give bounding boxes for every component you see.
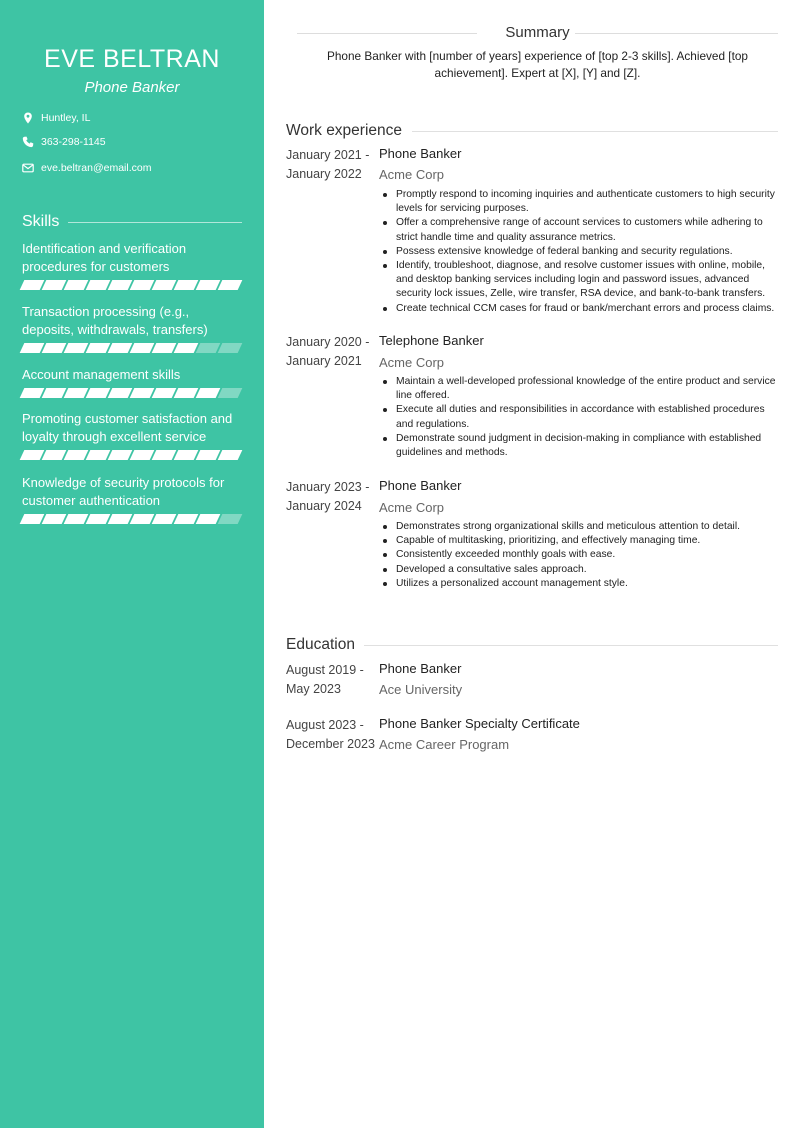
skills-divider (68, 222, 242, 223)
skill-level-bar (22, 343, 244, 353)
skill-segment-filled (130, 280, 155, 290)
bullet-item: Utilizes a personalized account management style. (379, 577, 779, 591)
skill-segment-filled (196, 514, 221, 524)
work-experience-rule (412, 131, 778, 132)
skill-segment-filled (196, 450, 221, 460)
contact-email[interactable] (22, 162, 151, 174)
bullet-item: Demonstrates strong organizational skills and meticulous attention to detail. (379, 520, 779, 534)
skill-segment-filled (42, 450, 67, 460)
skill-segment-filled (130, 388, 155, 398)
skill-name: Knowledge of security protocols for customer authentication (22, 475, 225, 508)
skills-heading: Skills (22, 213, 60, 230)
skill-level-bar (22, 514, 244, 524)
date-start: August 2019 - (286, 663, 364, 677)
education-entry (286, 716, 778, 758)
phone-icon (22, 136, 34, 148)
skill-segment-filled (20, 450, 45, 460)
job-bullets (379, 188, 779, 316)
skill-segment-filled (152, 343, 177, 353)
candidate-role: Phone Banker (84, 79, 180, 96)
entry-dates (286, 478, 378, 515)
skill-item (22, 240, 244, 290)
skill-segment-filled (174, 388, 199, 398)
date-start: August 2023 - (286, 718, 364, 732)
skill-segment-filled (152, 450, 177, 460)
date-start: January 2023 - (286, 480, 370, 494)
skill-segment-filled (130, 343, 155, 353)
skill-segment-filled (64, 450, 89, 460)
work-entry (286, 478, 778, 598)
skill-segment-filled (64, 343, 89, 353)
email-text[interactable]: eve.beltran@email.com (41, 162, 152, 174)
skill-segment-filled (42, 280, 67, 290)
skill-segment-filled (174, 343, 199, 353)
skill-segment-filled (174, 514, 199, 524)
skill-segment-filled (86, 450, 111, 460)
date-end: January 2022 (286, 166, 362, 181)
skill-level-bar (22, 280, 244, 290)
bullet-item: Offer a comprehensive range of account services to customers while adhering to strict handle time and quality assurance metrics. (379, 216, 779, 244)
map-pin-icon (22, 112, 34, 124)
job-title: Telephone Banker (379, 333, 484, 348)
skill-segment-filled (20, 343, 45, 353)
skill-segment-filled (42, 388, 67, 398)
date-start: January 2021 - (286, 148, 370, 162)
skill-item (22, 366, 244, 398)
skill-segment-filled (174, 450, 199, 460)
employer: Acme Corp (379, 167, 445, 182)
bullet-item: Promptly respond to incoming inquiries and authenticate customers to high security levels for servicing purposes. (379, 188, 779, 216)
bullet-item: Maintain a well-developed professional knowledge of the entire product and service line offered. (379, 375, 779, 403)
contact-phone (22, 136, 106, 148)
skill-segment-filled (64, 280, 89, 290)
institution: Ace University (379, 682, 463, 697)
summary-rule-right (575, 33, 778, 34)
skill-segment-filled (86, 343, 111, 353)
phone-text: 363-298-1145 (41, 136, 106, 148)
skill-segment-filled (196, 388, 221, 398)
education-entry (286, 661, 778, 703)
skill-segment-empty (196, 343, 221, 353)
skill-segment-filled (108, 343, 133, 353)
skill-segment-empty (218, 388, 243, 398)
skill-segment-filled (42, 343, 67, 353)
sidebar (0, 0, 264, 1128)
bullet-item: Execute all duties and responsibilities in accordance with established procedures and regulations. (379, 403, 779, 431)
work-experience-header (286, 122, 778, 142)
skill-segment-filled (20, 280, 45, 290)
degree-title: Phone Banker (379, 661, 462, 676)
education-header (286, 636, 778, 656)
skill-name: Promoting customer satisfaction and loyalty through excellent service (22, 411, 233, 444)
skill-segment-filled (108, 450, 133, 460)
skill-level-bar (22, 450, 244, 460)
bullet-item: Demonstrate sound judgment in decision-making in compliance with established guidelines and methods. (379, 432, 779, 460)
employer: Acme Corp (379, 500, 445, 515)
skill-item (22, 474, 244, 524)
bullet-item: Developed a consultative sales approach. (379, 563, 779, 577)
skill-segment-filled (174, 280, 199, 290)
skill-segment-empty (218, 514, 243, 524)
bullet-item: Identify, troubleshoot, diagnose, and resolve customer issues with online, mobile, and desktop banking services including login and password issues, advanced security lock issues, Zelle, wire transfer, RSA device, and bank-to-bank transfers. (379, 259, 779, 302)
date-end: May 2023 (286, 681, 341, 696)
bullet-item: Create technical CCM cases for fraud or bank/merchant errors and process claims. (379, 302, 779, 316)
entry-dates (286, 716, 378, 753)
degree-title: Phone Banker Specialty Certificate (379, 716, 580, 731)
skill-segment-filled (42, 514, 67, 524)
skill-segment-filled (108, 280, 133, 290)
skill-segment-filled (130, 514, 155, 524)
job-bullets (379, 520, 779, 591)
institution: Acme Career Program (379, 737, 510, 752)
work-entry (286, 146, 778, 316)
bullet-item: Possess extensive knowledge of federal banking and security regulations. (379, 245, 779, 259)
envelope-icon (22, 162, 34, 174)
skill-segment-filled (152, 388, 177, 398)
contact-location (22, 112, 90, 124)
skill-segment-filled (20, 514, 45, 524)
date-end: December 2023 (286, 736, 375, 751)
skill-item (22, 410, 244, 460)
skill-name: Identification and verification procedures for customers (22, 241, 187, 274)
education-title: Education (286, 636, 355, 653)
bullet-item: Consistently exceeded monthly goals with ease. (379, 548, 779, 562)
skill-name: Transaction processing (e.g., deposits, withdrawals, transfers) (22, 304, 208, 337)
skill-segment-filled (130, 450, 155, 460)
skill-segment-filled (108, 388, 133, 398)
skill-segment-filled (20, 388, 45, 398)
summary-header (297, 24, 778, 42)
skill-segment-filled (64, 388, 89, 398)
skill-segment-filled (218, 450, 243, 460)
skill-level-bar (22, 388, 244, 398)
skill-segment-filled (196, 280, 221, 290)
bullet-item: Capable of multitasking, prioritizing, and effectively managing time. (379, 534, 779, 548)
candidate-name: EVE BELTRAN (44, 45, 220, 73)
employer: Acme Corp (379, 355, 445, 370)
date-end: January 2024 (286, 498, 362, 513)
skill-segment-filled (86, 514, 111, 524)
location-text: Huntley, IL (41, 112, 91, 124)
education-rule (364, 645, 778, 646)
skill-segment-filled (218, 280, 243, 290)
skill-segment-filled (152, 280, 177, 290)
entry-dates (286, 146, 378, 183)
entry-dates (286, 661, 378, 698)
skill-segment-filled (86, 388, 111, 398)
work-experience-title: Work experience (286, 122, 403, 139)
job-title: Phone Banker (379, 478, 462, 493)
skill-segment-empty (218, 343, 243, 353)
job-bullets (379, 375, 779, 460)
skill-name: Account management skills (22, 367, 181, 382)
summary-title: Summary (505, 24, 570, 41)
work-entry (286, 333, 778, 463)
skill-segment-filled (152, 514, 177, 524)
date-start: January 2020 - (286, 335, 370, 349)
skill-segment-filled (64, 514, 89, 524)
job-title: Phone Banker (379, 146, 462, 161)
summary-text: Phone Banker with [number of years] experience of [top 2-3 skills]. Achieved [top achievement]. Expert at [X], [Y] and [Z]. (327, 49, 748, 80)
skill-segment-filled (86, 280, 111, 290)
skill-segment-filled (108, 514, 133, 524)
skill-item (22, 303, 244, 353)
entry-dates (286, 333, 378, 370)
date-end: January 2021 (286, 353, 362, 368)
